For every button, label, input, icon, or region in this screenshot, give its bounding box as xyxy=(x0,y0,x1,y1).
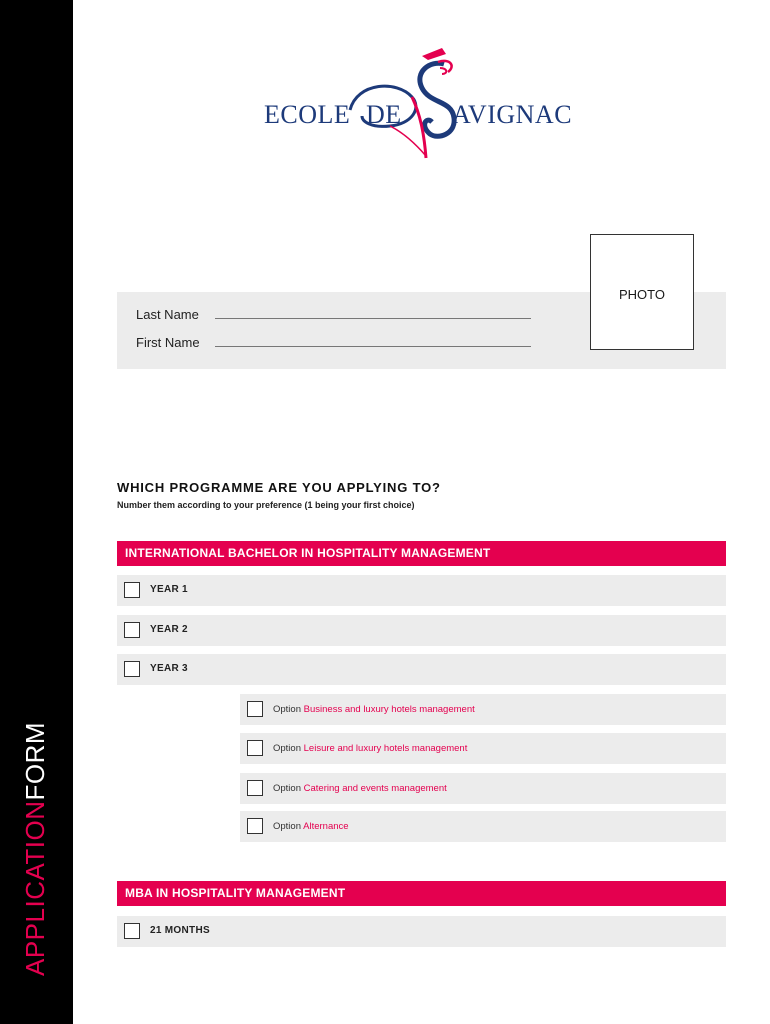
year-2-label: YEAR 2 xyxy=(150,624,188,635)
option-name: Catering and events management xyxy=(303,783,447,794)
checkbox-icon[interactable] xyxy=(247,780,263,796)
option-name: Alternance xyxy=(303,821,349,832)
year-1-row[interactable] xyxy=(117,575,726,606)
year-2-row[interactable] xyxy=(117,615,726,646)
option-label: Option Alternance xyxy=(273,821,349,832)
application-form-title xyxy=(21,722,49,976)
checkbox-icon[interactable] xyxy=(124,661,140,677)
checkbox-icon[interactable] xyxy=(124,582,140,598)
side-band xyxy=(0,0,73,1024)
photo-box[interactable] xyxy=(590,234,694,350)
year-1-label: YEAR 1 xyxy=(150,584,188,595)
first-name-field[interactable] xyxy=(215,346,531,347)
last-name-label: Last Name xyxy=(136,307,199,322)
bachelor-section-header: INTERNATIONAL BACHELOR IN HOSPITALITY MANAGEMENT xyxy=(117,541,726,566)
option-row[interactable] xyxy=(240,811,726,842)
last-name-field[interactable] xyxy=(215,318,531,319)
first-name-label: First Name xyxy=(136,335,200,350)
logo-word-avignac: AVIGNAC xyxy=(452,100,573,129)
checkbox-icon[interactable] xyxy=(124,622,140,638)
mba-21-months-row[interactable] xyxy=(117,916,726,947)
option-row[interactable] xyxy=(240,773,726,804)
option-name: Business and luxury hotels management xyxy=(303,704,475,715)
option-label: Option Catering and events management xyxy=(273,783,447,794)
option-row[interactable] xyxy=(240,694,726,725)
photo-label: PHOTO xyxy=(619,287,665,302)
year-3-row[interactable] xyxy=(117,654,726,685)
year-3-label: YEAR 3 xyxy=(150,663,188,674)
checkbox-icon[interactable] xyxy=(247,701,263,717)
option-row[interactable] xyxy=(240,733,726,764)
option-name: Leisure and luxury hotels management xyxy=(303,743,468,754)
title-accent: APPLICATION xyxy=(20,800,50,976)
programme-question: WHICH PROGRAMME ARE YOU APPLYING TO? xyxy=(117,480,441,495)
logo-word-ecole: ECOLE xyxy=(264,100,351,129)
checkbox-icon[interactable] xyxy=(124,923,140,939)
checkbox-icon[interactable] xyxy=(247,818,263,834)
school-logo xyxy=(262,42,573,162)
checkbox-icon[interactable] xyxy=(247,740,263,756)
logo-word-de: DE xyxy=(366,100,402,129)
programme-instruction: Number them according to your preference (1 being your first choice) xyxy=(117,500,415,510)
option-label: Option Business and luxury hotels management xyxy=(273,704,475,715)
title-rest: FORM xyxy=(20,721,50,801)
mba-21-months-label: 21 MONTHS xyxy=(150,925,210,936)
option-label: Option Leisure and luxury hotels management xyxy=(273,743,468,754)
mba-section-header: MBA IN HOSPITALITY MANAGEMENT xyxy=(117,881,726,906)
